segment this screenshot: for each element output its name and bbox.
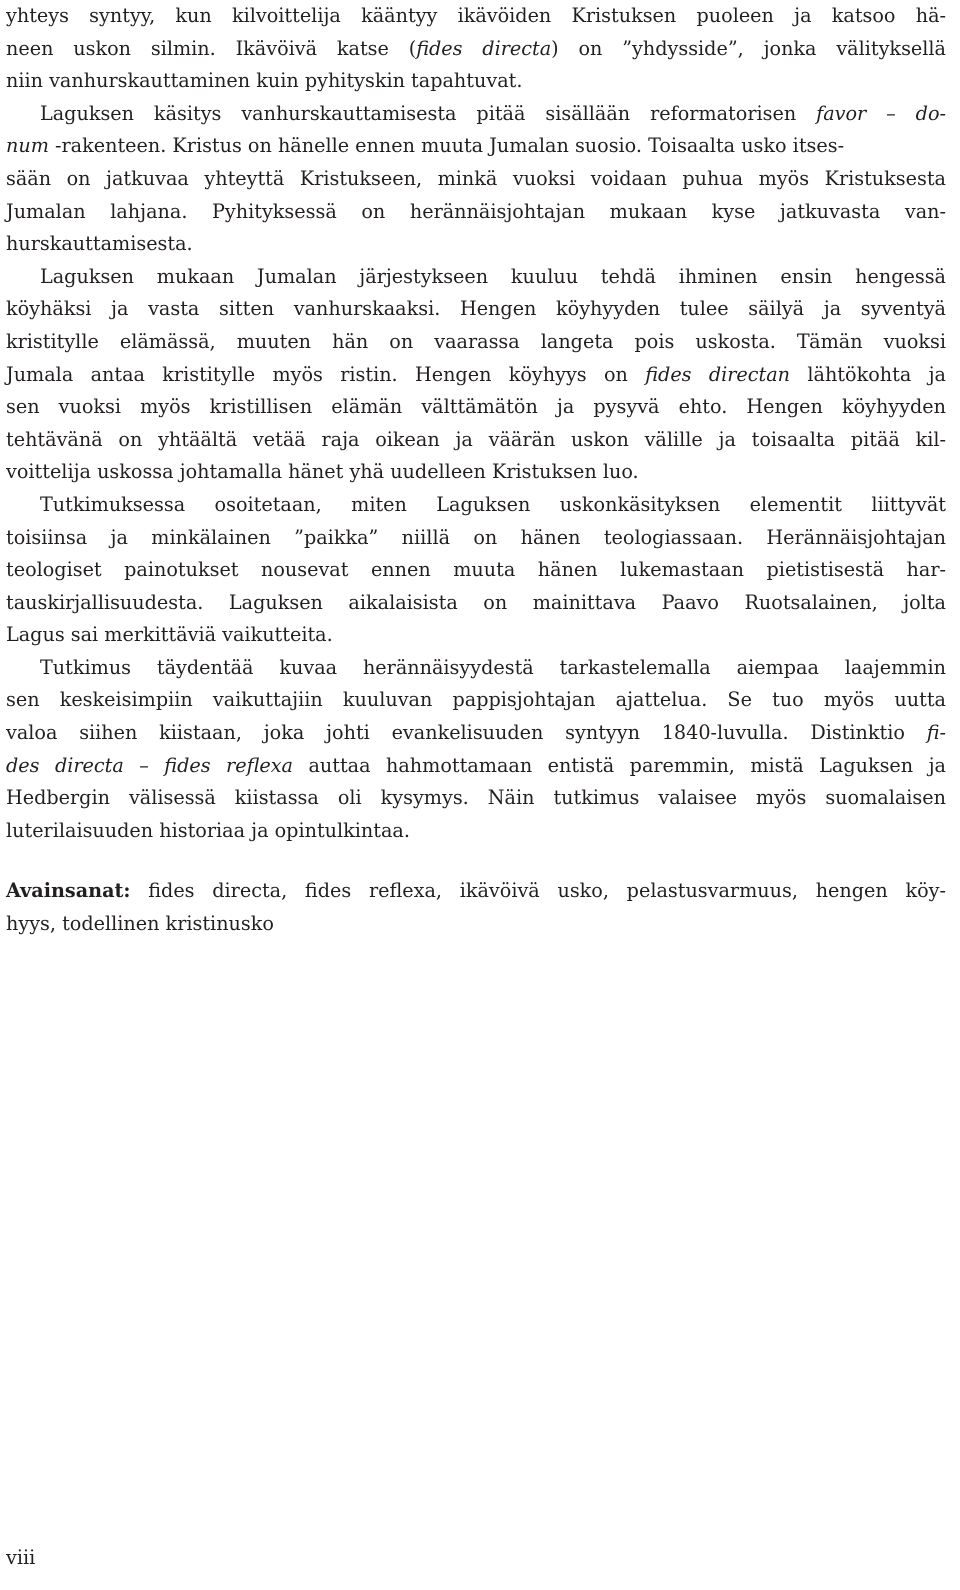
italic-term: fi-	[926, 721, 946, 745]
text-line	[6, 554, 946, 587]
abstract-body	[6, 0, 946, 847]
text-run: Jumala antaa kristitylle myös ristin. Hengen köyhyys on	[6, 362, 646, 386]
text-run: neen uskon silmin. Ikävöivä katse (	[6, 36, 417, 60]
text-line	[6, 717, 946, 750]
text-run: Lagus sai merkittäviä vaikutteita.	[6, 623, 333, 647]
text-line	[6, 391, 946, 424]
text-run: sen vuoksi myös kristillisen elämän välttämätön ja pysyvä ehto. Hengen köyhyyden	[6, 395, 946, 419]
keywords-line	[6, 875, 946, 908]
paragraph	[6, 489, 946, 652]
text-line	[6, 163, 946, 196]
text-line	[6, 684, 946, 717]
text-line	[6, 228, 946, 261]
text-line	[6, 65, 946, 98]
text-run: ) on ”yhdysside”, jonka välityksellä	[551, 36, 946, 60]
keywords-label: Avainsanat:	[6, 879, 131, 903]
text-line	[6, 33, 946, 66]
text-line	[6, 293, 946, 326]
text-line	[6, 522, 946, 555]
text-run: lähtökohta ja	[790, 362, 946, 386]
keywords-spacer	[6, 847, 946, 875]
text-line	[6, 587, 946, 620]
text-run: Jumalan lahjana. Pyhityksessä on herännäisjohtajan mukaan kyse jatkuvasta van-	[6, 199, 946, 223]
keywords-text: hyys, todellinen kristinusko	[6, 912, 274, 936]
text-run: Tutkimus täydentää kuvaa herännäisyydestä tarkastelemalla aiempaa laajemmin	[40, 655, 946, 679]
keywords-text: fides directa, fides reflexa, ikävöivä usko, pelastusvarmuus, hengen köy-	[130, 879, 946, 903]
document-page	[6, 0, 946, 941]
keywords-section	[6, 875, 946, 940]
italic-term: fides directan	[645, 362, 791, 386]
text-line	[6, 619, 946, 652]
italic-term: num	[6, 134, 49, 158]
text-run: Hedbergin välisessä kiistassa oli kysymys. Näin tutkimus valaisee myös suomalaisen	[6, 786, 946, 810]
paragraph	[6, 98, 946, 261]
text-run: köyhäksi ja vasta sitten vanhurskaaksi. Hengen köyhyyden tulee säilyä ja syventyä	[6, 297, 946, 321]
paragraph	[6, 652, 946, 848]
text-run: Laguksen käsitys vanhurskauttamisesta pitää sisällään reformatorisen	[40, 101, 817, 125]
text-run: toisiinsa ja minkälainen ”paikka” niillä on hänen teologiassaan. Herännäisjohtajan	[6, 525, 946, 549]
keywords-line	[6, 908, 946, 941]
text-run: tauskirjallisuudesta. Laguksen aikalaisista on mainittava Paavo Ruotsalainen, jolta	[6, 590, 946, 614]
text-line	[6, 0, 946, 33]
text-line	[6, 196, 946, 229]
text-run: Tutkimuksessa osoitetaan, miten Laguksen uskonkäsityksen elementit liittyvät	[40, 492, 946, 516]
page-number: viii	[6, 1546, 36, 1569]
text-run: valoa siihen kiistaan, joka johti evankelisuuden syntyyn 1840-luvulla. Distinktio	[6, 721, 927, 745]
text-run: yhteys syntyy, kun kilvoittelija kääntyy ikävöiden Kristuksen puoleen ja katsoo hä-	[6, 4, 946, 27]
text-run: voittelija uskossa johtamalla hänet yhä uudelleen Kristuksen luo.	[6, 460, 639, 484]
text-run: sen keskeisimpiin vaikuttajiin kuuluvan pappisjohtajan ajattelua. Se tuo myös uutta	[6, 688, 946, 712]
text-run: luterilaisuuden historiaa ja opintulkintaa.	[6, 818, 410, 842]
text-run: teologiset painotukset nousevat ennen muuta hänen lukemastaan pietistisestä har-	[6, 558, 946, 582]
text-line	[6, 815, 946, 848]
italic-term: favor – do-	[816, 101, 946, 125]
text-line	[6, 98, 946, 131]
text-line	[6, 261, 946, 294]
italic-term: fides directa	[416, 36, 552, 60]
italic-term: des directa – fides reflexa	[6, 753, 293, 777]
text-run: kristitylle elämässä, muuten hän on vaarassa langeta pois uskosta. Tämän vuoksi	[6, 329, 946, 353]
text-run: hurskauttamisesta.	[6, 232, 193, 256]
text-line	[6, 130, 946, 163]
text-line	[6, 359, 946, 392]
text-line	[6, 489, 946, 522]
text-line	[6, 652, 946, 685]
text-run: Laguksen mukaan Jumalan järjestykseen kuuluu tehdä ihminen ensin hengessä	[40, 264, 946, 288]
text-line	[6, 782, 946, 815]
paragraph	[6, 0, 946, 98]
text-run: tehtävänä on yhtäältä vetää raja oikean ja väärän uskon välille ja toisaalta pitää kil-	[6, 427, 946, 451]
text-line	[6, 456, 946, 489]
text-run: niin vanhurskauttaminen kuin pyhityskin tapahtuvat.	[6, 69, 523, 93]
text-line	[6, 424, 946, 457]
text-line	[6, 750, 946, 783]
text-run: -rakenteen. Kristus on hänelle ennen muuta Jumalan suosio. Toisaalta usko itses-	[48, 134, 845, 158]
text-line	[6, 326, 946, 359]
text-run: sään on jatkuvaa yhteyttä Kristukseen, minkä vuoksi voidaan puhua myös Kristuksesta	[6, 166, 946, 190]
text-run: auttaa hahmottamaan entistä paremmin, mistä Laguksen ja	[292, 753, 946, 777]
paragraph	[6, 261, 946, 489]
